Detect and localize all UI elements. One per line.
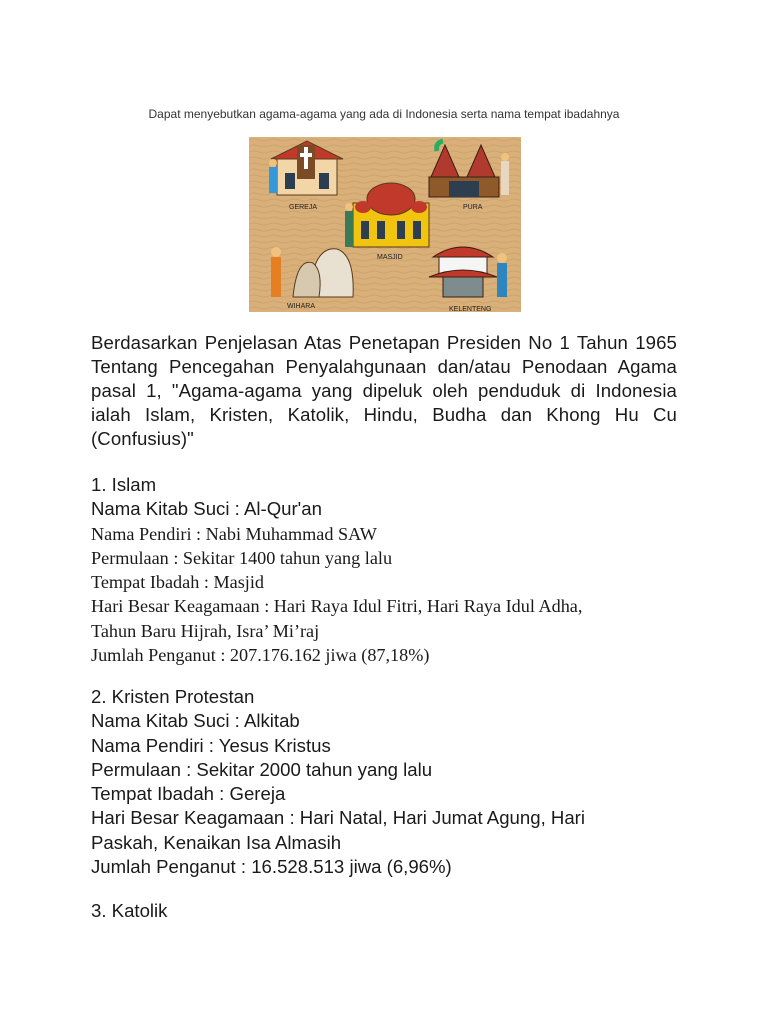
hari-besar-line: Hari Besar Keagamaan : Hari Raya Idul Fitri, Hari Raya Idul Adha, (91, 596, 583, 617)
permulaan-line: Permulaan : Sekitar 1400 tahun yang lalu (91, 547, 393, 568)
label-gereja: GEREJA (289, 204, 318, 211)
section-kristen-protestan (91, 685, 691, 879)
intro-paragraph: Berdasarkan Penjelasan Atas Penetapan Presiden No 1 Tahun 1965 Tentang Pencegahan Penyalahgunaan dan/atau Penodaan Agama pasal 1, "Agama-agama yang dipeluk oleh penduduk di Indonesia ialah Islam, Kristen, Katolik, Hindu, Budha dan Khong Hu Cu (Confusius)" (91, 332, 677, 449)
pendiri-line: Nama Pendiri : Nabi Muhammad SAW (91, 523, 377, 544)
label-pura: PURA (463, 204, 483, 211)
page-subtitle: Dapat menyebutkan agama-agama yang ada di Indonesia serta nama tempat ibadahnya (148, 107, 620, 121)
tempat-ibadah-line: Tempat Ibadah : Masjid (91, 572, 264, 593)
kitab-suffix: Qur'an (266, 498, 322, 520)
section-heading: 3. Katolik (91, 900, 168, 921)
section-heading: 1. Islam (91, 474, 157, 495)
section-islam (91, 473, 691, 667)
pendiri-line: Nama Pendiri : Yesus Kristus (91, 734, 331, 756)
kitab-suci-line: Nama Kitab Suci : Alkitab (91, 710, 300, 732)
label-wihara: WIHARA (287, 303, 315, 310)
label-kelenteng: KELENTENG (449, 306, 492, 312)
label-masjid: MASJID (377, 254, 403, 261)
kitab-suci-line (91, 497, 691, 521)
section-katolik (91, 899, 691, 923)
penganut-line: Jumlah Penganut : 207.176.162 jiwa (87,18%) (91, 645, 430, 666)
permulaan-line: Permulaan : Sekitar 2000 tahun yang lalu (91, 758, 433, 780)
section-heading: 2. Kristen Protestan (91, 686, 255, 707)
tempat-ibadah-line: Tempat Ibadah : Gereja (91, 783, 286, 805)
hari-besar-line-2: Tahun Baru Hijrah, Isra’ Mi’raj (91, 620, 320, 641)
penganut-line: Jumlah Penganut : 16.528.513 jiwa (6,96%) (91, 856, 452, 878)
hari-besar-line: Hari Besar Keagamaan : Hari Natal, Hari Jumat Agung, Hari Paskah, Kenaikan Isa Almasih (91, 807, 585, 853)
places-of-worship-illustration (249, 137, 521, 312)
kitab-prefix: Nama Kitab Suci : Al- (91, 498, 267, 520)
